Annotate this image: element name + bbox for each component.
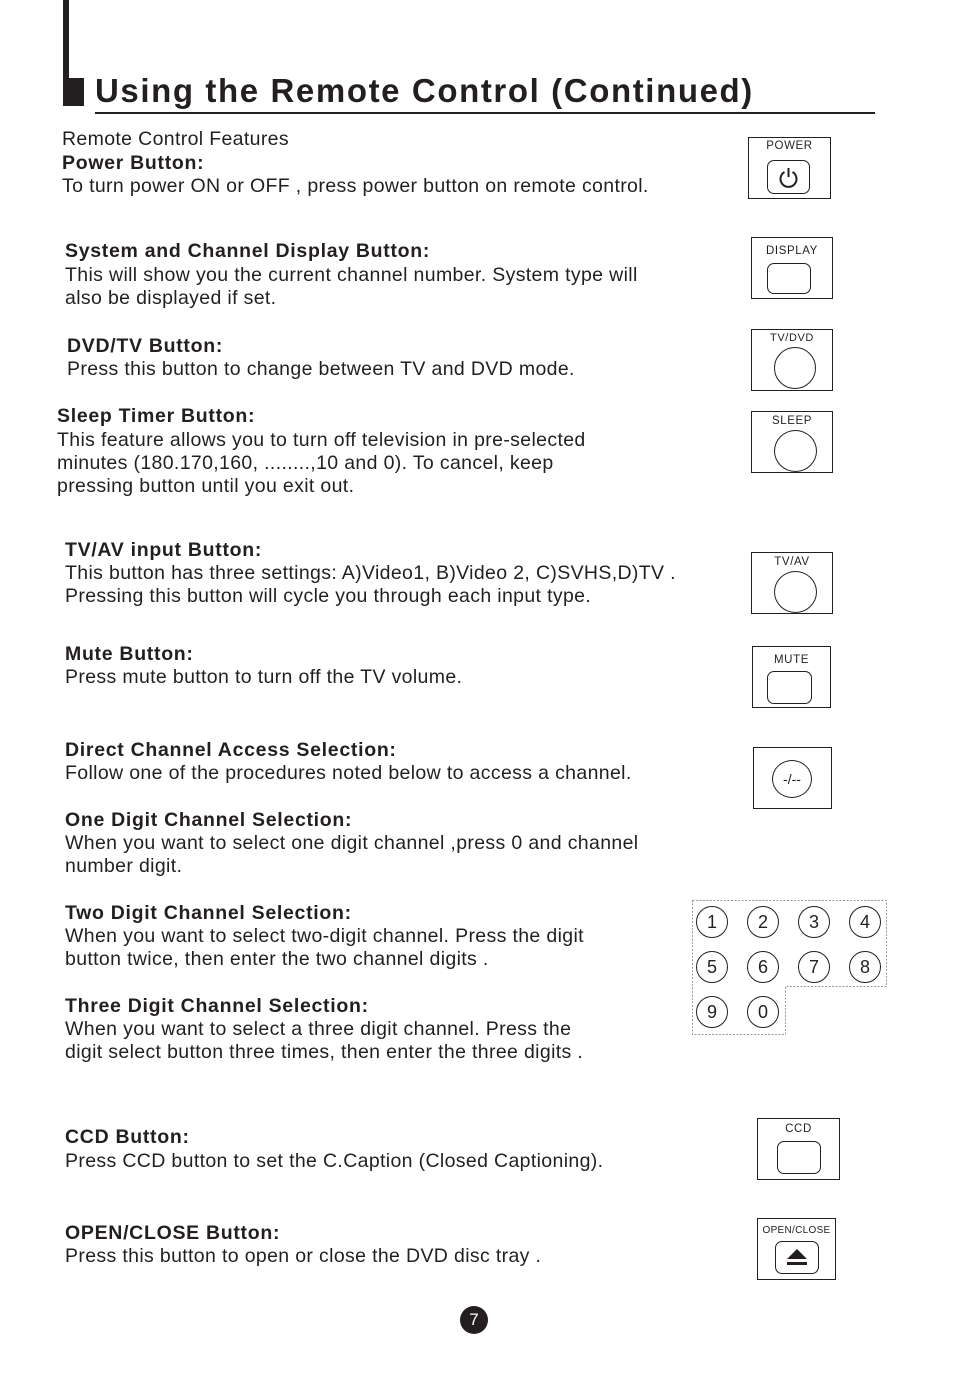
power-key (767, 160, 810, 194)
intro-text: Remote Control Features (62, 128, 289, 150)
numpad-key-1: 1 (696, 906, 728, 938)
openclose-heading: OPEN/CLOSE Button: (65, 1222, 281, 1244)
display-description-line-1: This will show you the current channel number. System type will (65, 264, 638, 286)
numpad-key-8: 8 (849, 951, 881, 983)
tvav-heading: TV/AV input Button: (65, 539, 263, 561)
tvav-button-illustration (751, 552, 833, 614)
openclose-button-illustration (757, 1218, 836, 1280)
two-digit-heading: Two Digit Channel Selection: (65, 902, 352, 924)
dvdtv-description: Press this button to change between TV and DVD mode. (67, 358, 575, 380)
display-description-line-2: also be displayed if set. (65, 287, 277, 309)
numpad-key-2: 2 (747, 906, 779, 938)
power-description: To turn power ON or OFF , press power button on remote control. (62, 175, 649, 197)
one-digit-heading: One Digit Channel Selection: (65, 809, 353, 831)
numpad-illustration (692, 900, 887, 1035)
display-button-illustration (751, 237, 833, 299)
three-digit-heading: Three Digit Channel Selection: (65, 995, 369, 1017)
direct-channel-heading: Direct Channel Access Selection: (65, 739, 397, 761)
dvdtv-heading: DVD/TV Button: (67, 335, 224, 357)
direct-channel-description: Follow one of the procedures noted below to access a channel. (65, 762, 632, 784)
sleep-button-illustration (751, 411, 833, 473)
tvdvd-key (774, 347, 816, 389)
numpad-key-0: 0 (747, 996, 779, 1028)
ccd-description: Press CCD button to set the C.Caption (Closed Captioning). (65, 1150, 604, 1172)
openclose-description: Press this button to open or close the DVD disc tray . (65, 1245, 542, 1267)
display-key (767, 263, 811, 294)
numpad-key-4: 4 (849, 906, 881, 938)
ccd-key (777, 1141, 821, 1174)
numpad-key-6: 6 (747, 951, 779, 983)
ccd-button-illustration (757, 1118, 840, 1180)
two-digit-description-line-1: When you want to select two-digit channel. Press the digit (65, 925, 584, 947)
header-block (63, 78, 84, 106)
numpad-key-9: 9 (696, 996, 728, 1028)
three-digit-description-line-1: When you want to select a three digit channel. Press the (65, 1018, 572, 1040)
three-digit-description-line-2: digit select button three times, then enter the three digits . (65, 1041, 584, 1063)
tvdvd-button-label: TV/DVD (770, 332, 814, 344)
numpad-key-5: 5 (696, 951, 728, 983)
ccd-button-label: CCD (785, 1123, 812, 1135)
sleep-heading: Sleep Timer Button: (57, 405, 256, 427)
sleep-key (774, 430, 817, 472)
power-button-illustration (748, 137, 831, 199)
one-digit-description-line-2: number digit. (65, 855, 183, 877)
tvav-description-line-2: Pressing this button will cycle you through each input type. (65, 585, 592, 607)
mute-key (767, 671, 812, 704)
openclose-button-label: OPEN/CLOSE (762, 1225, 831, 1236)
mute-button-illustration (752, 646, 831, 708)
power-icon (768, 161, 809, 193)
power-button-label: POWER (766, 140, 813, 152)
digit-select-key: -/-- (772, 760, 812, 798)
tvav-button-label: TV/AV (774, 556, 810, 568)
title-underline (95, 112, 875, 114)
tvav-key (774, 571, 817, 613)
one-digit-description-line-1: When you want to select one digit channel ,press 0 and channel (65, 832, 639, 854)
numpad-key-7: 7 (798, 951, 830, 983)
sleep-button-label: SLEEP (771, 415, 813, 427)
page-title: Using the Remote Control (Continued) (95, 72, 754, 109)
numpad-key-3: 3 (798, 906, 830, 938)
display-heading: System and Channel Display Button: (65, 240, 431, 262)
sleep-description-line-3: pressing button until you exit out. (57, 475, 355, 497)
page-number: 7 (460, 1306, 488, 1334)
two-digit-description-line-2: button twice, then enter the two channel digits . (65, 948, 489, 970)
mute-button-label: MUTE (774, 654, 809, 666)
openclose-key (775, 1241, 819, 1274)
ccd-heading: CCD Button: (65, 1126, 190, 1148)
power-heading: Power Button: (62, 152, 205, 174)
display-button-label: DISPLAY (766, 245, 818, 257)
digit-select-button-illustration (753, 747, 832, 809)
eject-icon (776, 1242, 818, 1273)
tvdvd-button-illustration (751, 329, 833, 391)
mute-heading: Mute Button: (65, 643, 194, 665)
tvav-description-line-1: This button has three settings: A)Video1, B)Video 2, C)SVHS,D)TV . (65, 562, 676, 584)
mute-description: Press mute button to turn off the TV volume. (65, 666, 463, 688)
sleep-description-line-2: minutes (180.170,160, ........,10 and 0). To cancel, keep (57, 452, 554, 474)
sleep-description-line-1: This feature allows you to turn off television in pre-selected (57, 429, 586, 451)
